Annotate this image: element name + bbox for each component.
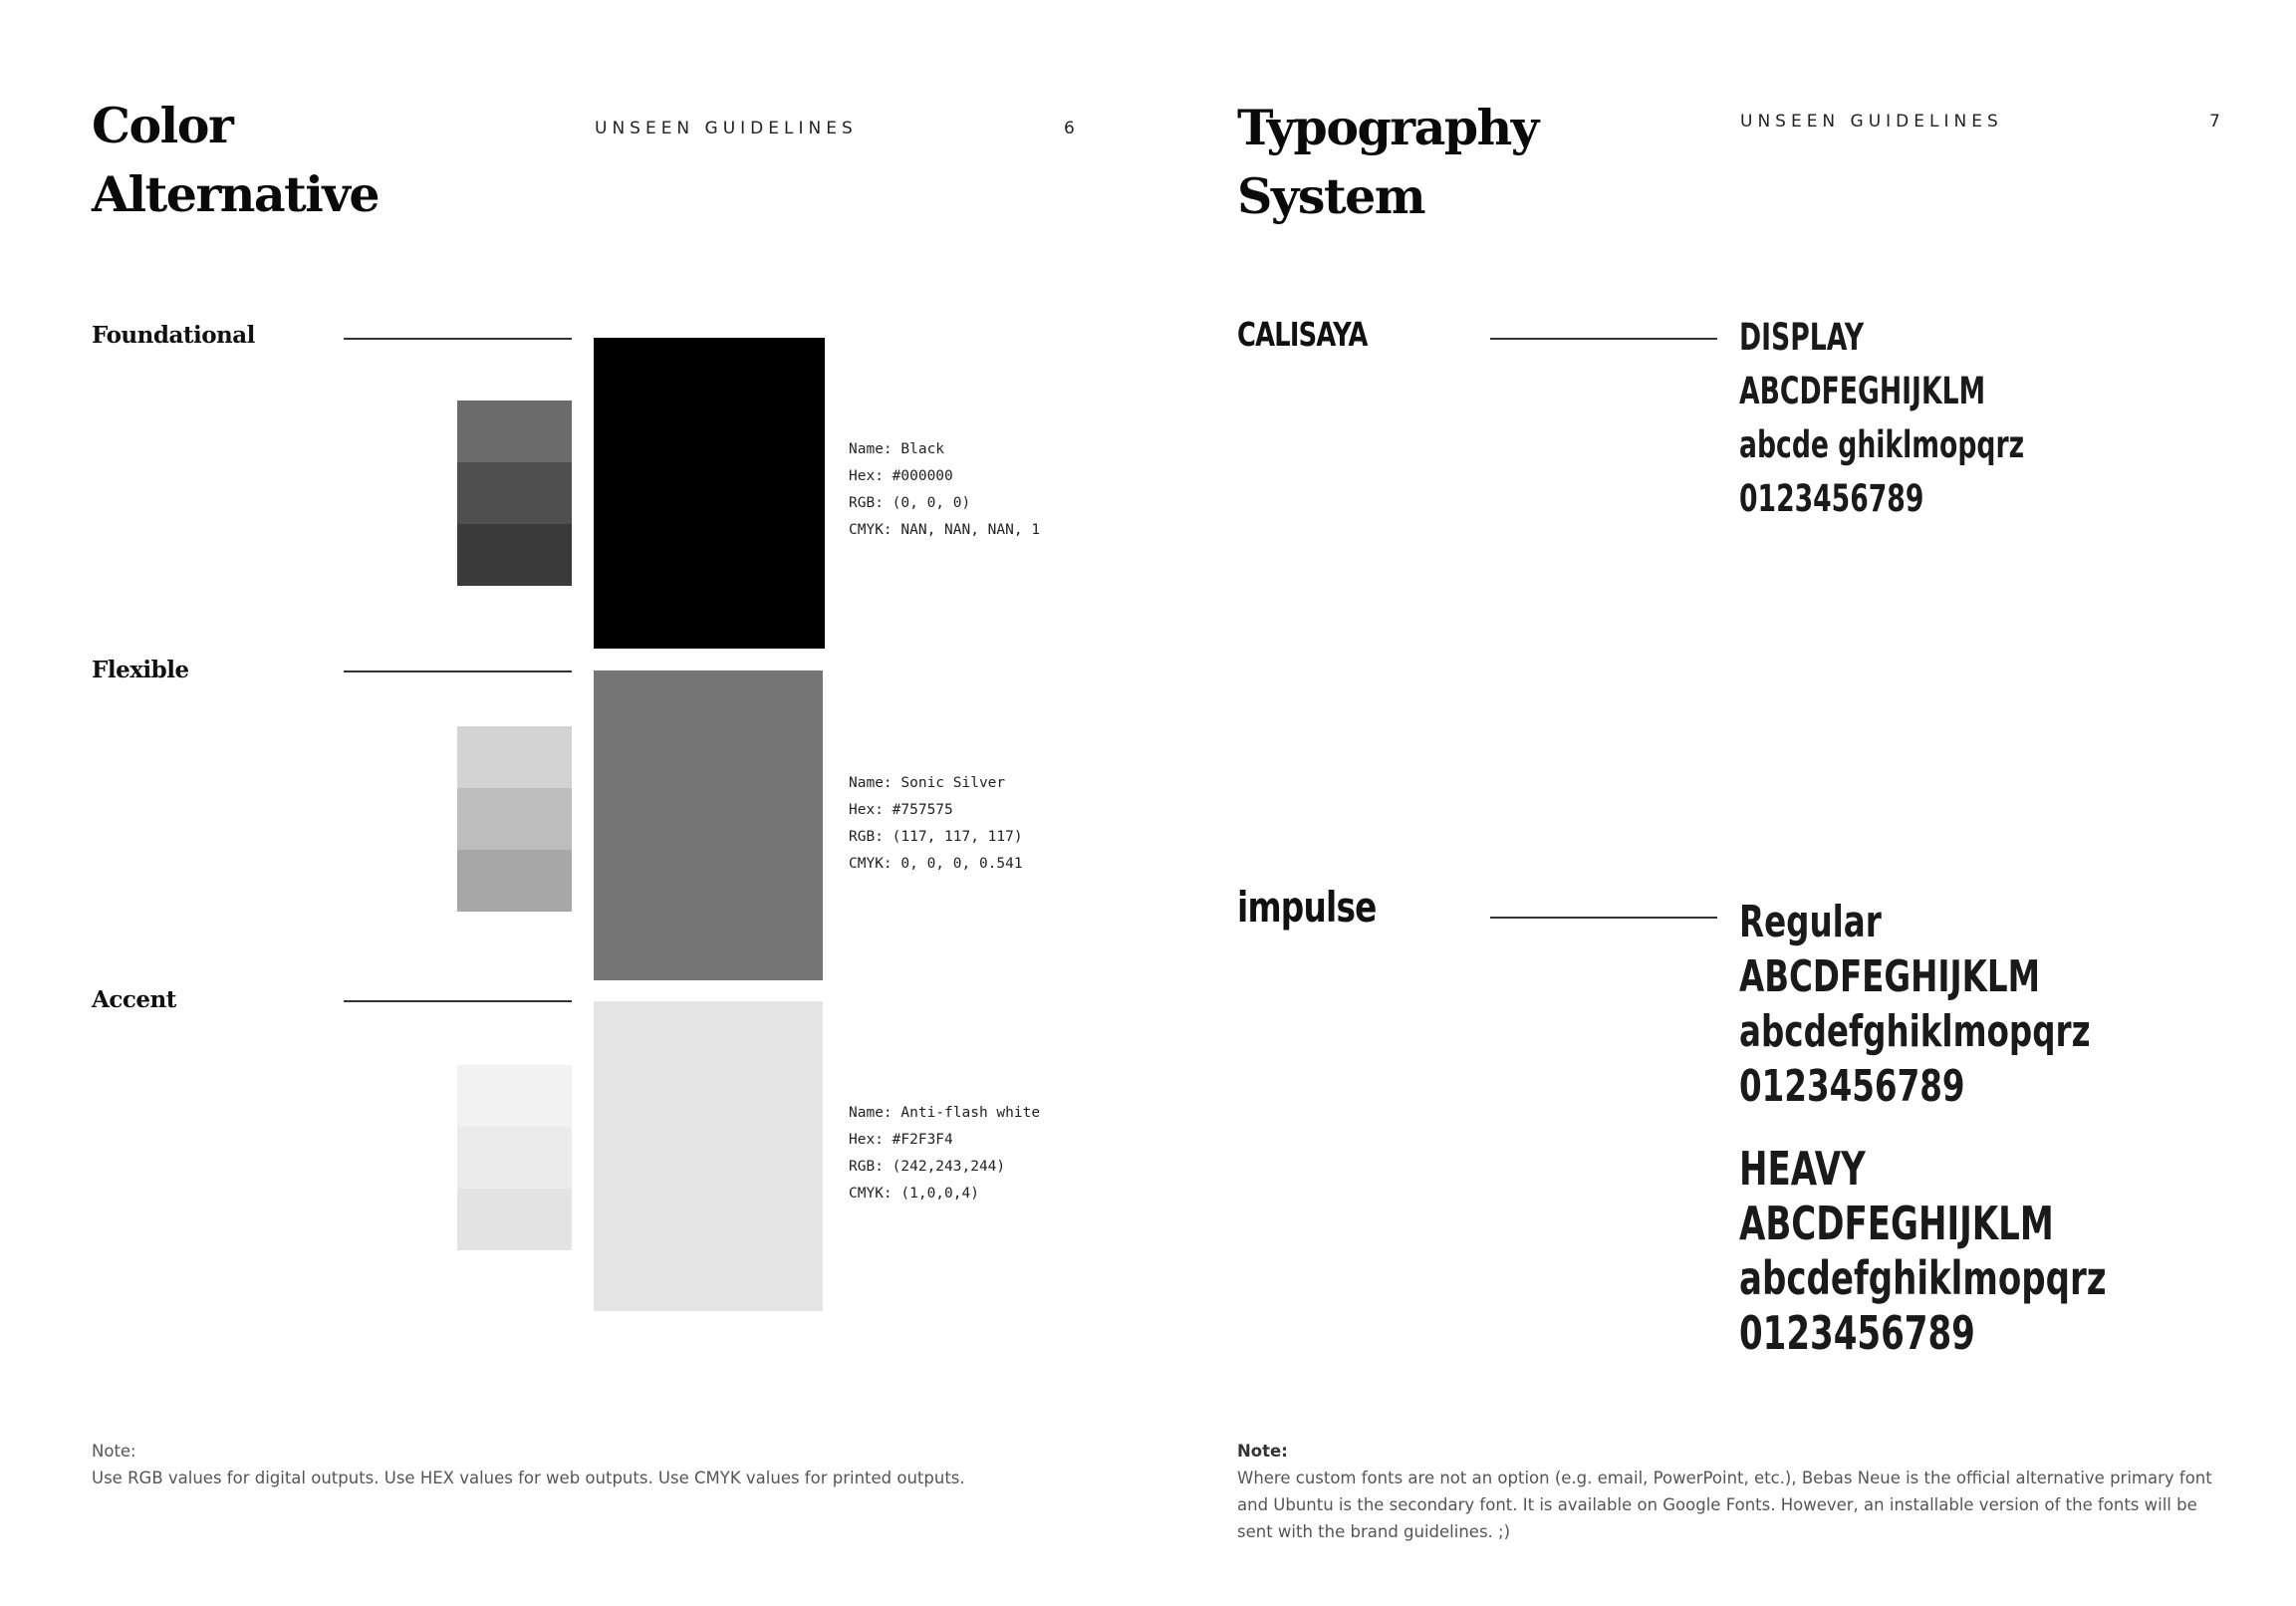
color-cmyk: CMYK: (1,0,0,4) [849, 1186, 979, 1202]
font-specimen-calisaya [1739, 311, 2135, 526]
note-label: Note: [1237, 1442, 1288, 1461]
note [1237, 1438, 2243, 1545]
note-line: and Ubuntu is the secondary font. It is available on Google Fonts. However, an installable version of the fonts will be [1237, 1495, 2197, 1514]
color-hex: Hex: #F2F3F4 [849, 1132, 953, 1148]
color-hex: Hex: #757575 [849, 802, 953, 818]
color-rgb: RGB: (0, 0, 0) [849, 495, 971, 511]
color-rgb: RGB: (242,243,244) [849, 1159, 1006, 1175]
tint-swatch [457, 524, 572, 586]
tint-swatch [457, 401, 572, 462]
tint-swatch [457, 462, 572, 524]
tint-swatch [457, 850, 572, 912]
tint-swatch [457, 1127, 572, 1189]
specimen-lowercase: abcdefghiklmopqrz [1739, 1251, 2107, 1305]
page-number: 7 [2209, 112, 2220, 132]
specimen-style-name: DISPLAY [1739, 316, 1865, 359]
page-title-line-2: System [1237, 167, 1425, 225]
divider-rule [344, 1000, 572, 1002]
specimen-uppercase: ABCDFEGHIJKLM [1739, 1197, 2054, 1250]
color-info-black [849, 436, 1040, 544]
category-label-foundational: Foundational [92, 322, 255, 349]
font-specimen-impulse-regular [1739, 895, 2213, 1114]
note-text: Use RGB values for digital outputs. Use HEX values for web outputs. Use CMYK values for printed outputs. [92, 1469, 965, 1487]
main-color-swatch-sonic-silver [594, 670, 823, 980]
divider-rule [1490, 338, 1717, 340]
note [92, 1438, 965, 1491]
tint-swatch [457, 1189, 572, 1250]
color-cmyk: CMYK: 0, 0, 0, 0.541 [849, 856, 1023, 872]
color-name: Name: Black [849, 441, 945, 457]
category-label-flexible: Flexible [92, 657, 189, 683]
main-color-swatch-anti-flash-white [594, 1001, 823, 1311]
page-title-line-1: Color [92, 97, 233, 154]
color-info-sonic-silver [849, 770, 1023, 878]
color-info-anti-flash-white [849, 1100, 1040, 1207]
specimen-lowercase: abcdefghiklmopqrz [1739, 1006, 2091, 1057]
color-hex: Hex: #000000 [849, 468, 953, 484]
page-title [92, 92, 379, 229]
page-title [1237, 94, 1538, 231]
specimen-uppercase: ABCDFEGHIJKLM [1739, 370, 1986, 412]
tint-swatch [457, 788, 572, 850]
specimen-numerals: 0123456789 [1739, 1306, 1975, 1360]
specimen-style-name: HEAVY [1739, 1142, 1866, 1196]
color-rgb: RGB: (117, 117, 117) [849, 829, 1023, 845]
specimen-lowercase: abcde ghiklmopqrz [1739, 423, 2025, 466]
specimen-numerals: 0123456789 [1739, 1061, 1965, 1112]
color-name: Name: Anti-flash white [849, 1105, 1041, 1121]
divider-rule [344, 670, 572, 672]
font-name-impulse: impulse [1237, 883, 1377, 932]
note-line: Where custom fonts are not an option (e.g. email, PowerPoint, etc.), Bebas Neue is the official alternative primary font [1237, 1469, 2212, 1487]
tint-swatch [457, 726, 572, 788]
divider-rule [1490, 917, 1717, 919]
specimen-numerals: 0123456789 [1739, 477, 1924, 520]
running-header: UNSEEN GUIDELINES [1740, 112, 2003, 132]
page-number: 6 [1064, 119, 1075, 138]
category-label-accent: Accent [92, 986, 176, 1013]
main-color-swatch-black [594, 338, 825, 649]
specimen-style-name: Regular [1739, 897, 1882, 947]
note-line: sent with the brand guidelines. ;) [1237, 1522, 1511, 1541]
color-cmyk: CMYK: NAN, NAN, NAN, 1 [849, 522, 1041, 538]
font-name-calisaya: CALISAYA [1237, 315, 1368, 354]
tint-swatch [457, 1065, 572, 1127]
page-title-line-1: Typography [1237, 99, 1538, 156]
page-title-line-2: Alternative [92, 165, 380, 223]
running-header: UNSEEN GUIDELINES [595, 119, 858, 138]
specimen-uppercase: ABCDFEGHIJKLM [1739, 951, 2041, 1002]
font-specimen-impulse-heavy [1739, 1142, 2235, 1361]
color-name: Name: Sonic Silver [849, 775, 1006, 791]
note-label: Note: [92, 1442, 136, 1461]
divider-rule [344, 338, 572, 340]
